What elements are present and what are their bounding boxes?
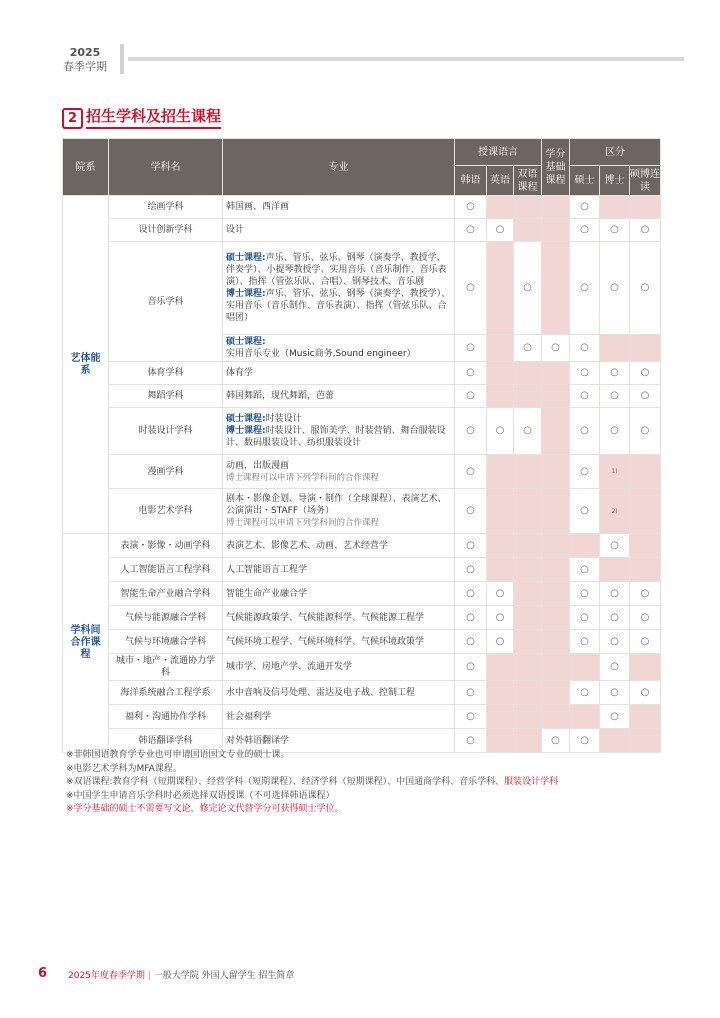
mark-korean: ○ [455,362,487,385]
mark-master: ○ [570,455,600,489]
mark-credit [542,705,570,729]
mark-master [570,705,600,729]
notes-section [66,749,558,817]
mark-doctor [600,455,630,489]
mark-credit [542,582,570,606]
mark-english [487,385,514,408]
mark-master: ○ [570,558,600,582]
doctor-course-label: 博士课程: [226,426,266,436]
table-row [63,385,661,408]
subject-cell: 气候与环境融合学科 [109,630,223,654]
major-cell: 韩国画、西洋画 [223,196,455,219]
mark-credit: ○ [542,729,570,753]
col-header-korean: 韩语 [455,166,487,196]
doctor-course-label: 博士课程: [226,289,266,299]
mark-credit [542,362,570,385]
table-row [63,654,661,681]
table-row [63,630,661,654]
major-cell: 体育学 [223,362,455,385]
mark-korean: ○ [455,606,487,630]
mark-master: ○ [570,606,600,630]
subject-cell: 绘画学科 [109,196,223,219]
subject-cell: 电影艺术学科 [109,489,223,534]
mark-english [487,196,514,219]
table-row [63,582,661,606]
mark-doctor: ○ [600,681,630,705]
mark-doctor [600,558,630,582]
mark-dual [514,455,542,489]
mark-korean: ○ [455,219,487,242]
mark-korean: ○ [455,582,487,606]
mark-master: ○ [570,335,600,362]
mark-dual [514,219,542,242]
mark-master: ○ [570,219,600,242]
mark-english [487,455,514,489]
col-header-doctor: 博士 [600,166,630,196]
mark-english [487,362,514,385]
col-header-credit: 学分基础课程 [542,139,570,196]
mark-master: ○ [570,681,600,705]
major-cell: 对外韩语翻译学 [223,729,455,753]
col-header-type: 区分 [570,139,661,166]
mark-combined: ○ [630,385,661,408]
major-cell: 城市学、房地产学、流通开发学 [223,654,455,681]
table-row [63,219,661,242]
mark-korean: ○ [455,558,487,582]
mark-doctor: ○ [600,654,630,681]
subject-cell: 海洋系统融合工程学系 [109,681,223,705]
mark-dual [514,705,542,729]
mark-doctor [600,196,630,219]
mark-dual [514,489,542,534]
note-line-highlight: ※学分基础的硕士不需要写文论，修完论文代替学分可获得硕士学位。 [66,804,344,814]
master-course-text: 实用音乐专业（Music商务,Sound engineer） [226,349,416,359]
mark-dual: ○ [514,408,542,455]
subject-cell: 韩语翻译学科 [109,729,223,753]
subject-cell: 人工智能语言工程学科 [109,558,223,582]
table-row [63,681,661,705]
note-text: ※双语课程:教育学科（短期课程）、经营学科（短期课程）、经济学科（短期课程）、中国通商学科、音乐学科、 [66,777,505,787]
mark-credit [542,606,570,630]
footnote-marker: 1) [611,468,618,475]
major-cell: 设计 [223,219,455,242]
subject-cell: 舞蹈学科 [109,385,223,408]
note-line: ※中国学生申请音乐学科时必须选择双语授课（不可选择韩语课程） [66,790,335,801]
header-rule [128,57,684,61]
mark-doctor [600,489,630,534]
subject-cell: 音乐学科 [109,242,223,362]
mark-master [570,534,600,558]
major-cell [223,335,455,362]
major-cell [223,408,455,455]
mark-dual [514,196,542,219]
footnote-marker: 2) [611,507,618,515]
mark-combined [630,729,661,753]
table-row [63,606,661,630]
header-divider [120,44,124,74]
major-cell: 气候能源政策学、气候能源科学、气候能源工程学 [223,606,455,630]
major-cell [223,489,455,534]
mark-dual [514,534,542,558]
mark-dual [514,681,542,705]
master-course-label: 硕士课程: [226,414,266,424]
mark-combined: ○ [630,681,661,705]
mark-combined [630,335,661,362]
subject-cell: 漫画学科 [109,455,223,489]
mark-english: ○ [487,630,514,654]
mark-master: ○ [570,196,600,219]
mark-dual [514,558,542,582]
note-highlight: 服装设计学科 [504,777,559,787]
page-number: 6 [38,966,48,981]
mark-credit [542,534,570,558]
mark-doctor: ○ [600,630,630,654]
mark-combined [630,489,661,534]
mark-credit [542,385,570,408]
mark-credit [542,681,570,705]
programs-table [62,138,661,753]
mark-credit [542,219,570,242]
dept-cell-interdisciplinary: 学科间合作课程 [63,534,109,753]
mark-master: ○ [570,362,600,385]
doctor-course-text: 时装设计、服饰美学、时装营销、舞台服装设计、数码服装设计、纺织服装设计 [226,426,446,448]
dept-cell-arts: 艺体能系 [63,196,109,534]
mark-doctor: ○ [600,362,630,385]
col-header-dept: 院系 [63,139,109,196]
subject-cell: 时装设计学科 [109,408,223,455]
major-cell: 人工智能语言工程学 [223,558,455,582]
doctor-note: 博士课程可以申请下列学科间的合作课程 [226,518,380,528]
mark-credit [542,654,570,681]
major-cell: 韩国舞蹈，现代舞蹈，芭蕾 [223,385,455,408]
mark-master: ○ [570,630,600,654]
mark-master: ○ [570,408,600,455]
mark-combined [630,455,661,489]
mark-english [487,335,514,362]
mark-dual [514,630,542,654]
note-line: ※非韩国语教育学专业也可申请国语国文专业的硕士课。 [66,750,290,760]
mark-dual [514,385,542,408]
mark-combined: ○ [630,242,661,335]
mark-dual: ○ [514,335,542,362]
mark-korean: ○ [455,534,487,558]
mark-english [487,534,514,558]
mark-credit [542,630,570,654]
table-row [63,534,661,558]
subject-cell: 体育学科 [109,362,223,385]
major-cell [223,455,455,489]
major-cell: 智能生命产业融合学 [223,582,455,606]
mark-credit [542,196,570,219]
mark-english: ○ [487,582,514,606]
mark-combined: ○ [630,582,661,606]
subject-cell: 表演・影像・动画学科 [109,534,223,558]
mark-master: ○ [570,582,600,606]
mark-combined [630,654,661,681]
table-row [63,455,661,489]
mark-korean: ○ [455,654,487,681]
footer-text [68,968,294,981]
mark-english [487,705,514,729]
mark-credit: ○ [542,335,570,362]
mark-korean: ○ [455,630,487,654]
mark-korean: ○ [455,242,487,335]
master-course-text: 声乐、管乐、弦乐、钢琴（演奏学、教授学、伴奏学）、小提琴教授学、实用音乐（音乐制作、音乐表演）、指挥（管弦乐队、合唱）、钢琴技术、音乐剧 [226,253,447,287]
subject-cell: 城市・地产・流通协力学科 [109,654,223,681]
mark-doctor: ○ [600,219,630,242]
mark-english [487,558,514,582]
mark-dual [514,606,542,630]
mark-master [570,654,600,681]
table-row [63,558,661,582]
subject-cell: 设计创新学科 [109,219,223,242]
mark-english [487,489,514,534]
mark-dual [514,362,542,385]
mark-doctor: ○ [600,606,630,630]
master-course-label: 硕士课程: [226,253,266,263]
major-cell [223,242,455,335]
mark-english: ○ [487,408,514,455]
mark-combined: ○ [630,362,661,385]
table-row [63,705,661,729]
col-header-english: 英语 [487,166,514,196]
mark-credit [542,558,570,582]
header-year: 2025 [69,46,101,59]
col-header-dual: 双语课程 [514,166,542,196]
mark-doctor: ○ [600,242,630,335]
master-course-label: 硕士课程: [226,337,266,347]
mark-doctor [600,729,630,753]
mark-credit [542,408,570,455]
table-row [63,408,661,455]
mark-korean: ○ [455,335,487,362]
col-header-subject: 学科名 [109,139,223,196]
mark-combined [630,196,661,219]
mark-master: ○ [570,385,600,408]
mark-combined: ○ [630,219,661,242]
mark-korean: ○ [455,196,487,219]
mark-doctor [600,335,630,362]
table-row [63,196,661,219]
mark-credit [542,489,570,534]
table-row [63,489,661,534]
mark-korean: ○ [455,681,487,705]
major-cell: 水中音响及信号处理、雷达及电子战、控制工程 [223,681,455,705]
footer-label: 2025年度春季学期 [68,971,145,981]
mark-master: ○ [570,729,600,753]
major-cell: 表演艺术、影像艺术、动画、艺术经营学 [223,534,455,558]
mark-combined: ○ [630,630,661,654]
mark-english [487,681,514,705]
footer-title: 一般大学院 外国人留学生 招生简章 [153,971,295,981]
major-cell: 社会福利学 [223,705,455,729]
mark-english: ○ [487,606,514,630]
section-number-badge: 2 [62,108,83,129]
col-header-combined: 硕博连读 [630,166,661,196]
subject-cell: 智能生命产业融合学科 [109,582,223,606]
mark-combined: ○ [630,606,661,630]
major-cell: 气候环境工程学、气候环境科学、气候环境政策学 [223,630,455,654]
col-header-language: 授课语言 [455,139,542,166]
section-title: 招生学科及招生课程 [86,107,221,129]
note-line: ※电影艺术学科为MFA课程。 [66,763,182,774]
header-term: 春季学期 [63,60,107,73]
mark-english [487,242,514,335]
note-line [66,776,558,790]
major-text: 剧本・影像企划、导演・制作（全球课程）、表演艺术、公演演出・STAFF（场务） [226,494,447,516]
doctor-note: 博士课程可以申请下列学科间的合作课程 [226,472,380,483]
table-row [63,242,661,335]
mark-korean: ○ [455,705,487,729]
mark-doctor: ○ [600,408,630,455]
mark-dual [514,654,542,681]
table-row [63,362,661,385]
mark-master: ○ [570,242,600,335]
mark-korean: ○ [455,408,487,455]
footer-separator: | [147,971,151,981]
mark-combined [630,534,661,558]
major-text: 动画，出版漫画 [226,460,290,471]
mark-doctor: ○ [600,705,630,729]
mark-credit [542,455,570,489]
mark-combined [630,558,661,582]
mark-dual: ○ [514,242,542,335]
mark-korean: ○ [455,489,487,534]
col-header-master: 硕士 [570,166,600,196]
doctor-course-text: 声乐、管乐、弦乐、钢琴（演奏学、教授学）、实用音乐（音乐制作、音乐表演）、指挥（管弦乐队、合唱团） [226,289,451,323]
mark-master: ○ [570,489,600,534]
mark-credit [542,242,570,335]
col-header-major: 专业 [223,139,455,196]
mark-doctor: ○ [600,534,630,558]
mark-korean: ○ [455,455,487,489]
mark-combined: ○ [630,408,661,455]
mark-english [487,654,514,681]
subject-cell: 福利・沟通协作学科 [109,705,223,729]
master-course-text: 时装设计 [265,414,302,424]
mark-korean: ○ [455,729,487,753]
mark-doctor: ○ [600,385,630,408]
mark-korean: ○ [455,385,487,408]
mark-english: ○ [487,219,514,242]
mark-combined [630,705,661,729]
subject-cell: 气候与能源融合学科 [109,606,223,630]
mark-dual [514,582,542,606]
mark-doctor: ○ [600,582,630,606]
